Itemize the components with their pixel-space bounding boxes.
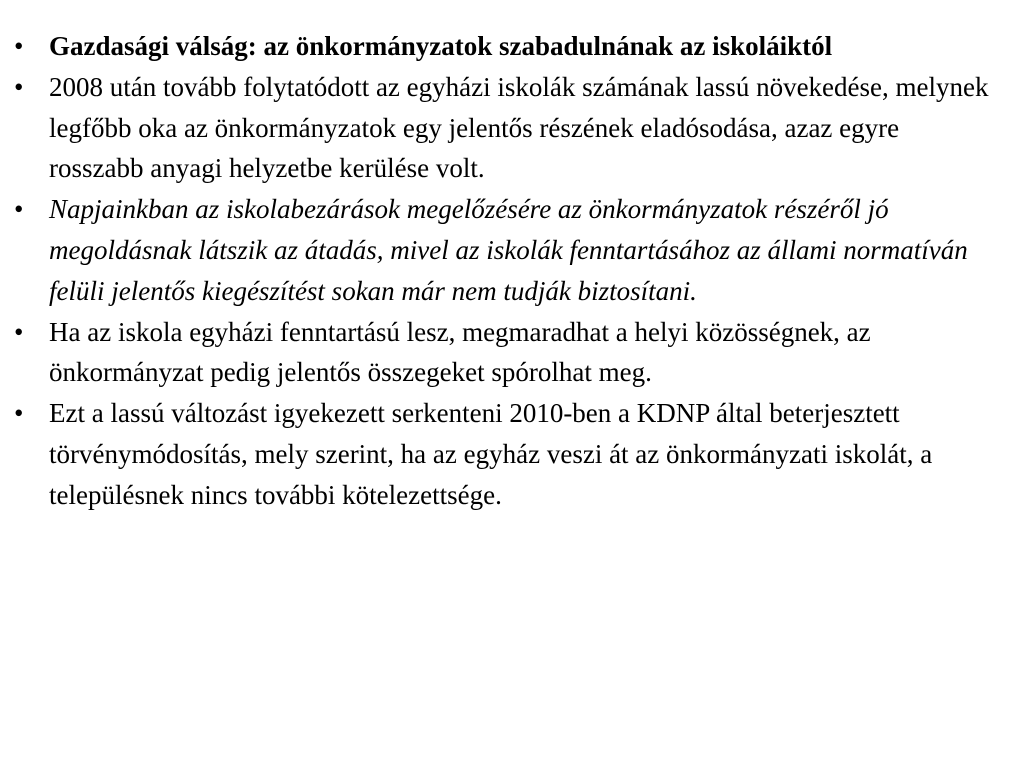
bullet-text: Ha az iskola egyházi fenntartású lesz, megmaradhat a helyi közösségnek, az önkormányzat pedig jelentős összegeket spórolhat meg. bbox=[49, 316, 871, 388]
bullet-icon: • bbox=[14, 316, 24, 347]
bullet-text: Ezt a lassú változást igyekezett serkenteni 2010-ben a KDNP által beterjesztett törvénymódosítás, mely szerint, ha az egyház veszi át az önkormányzati iskolát, a településnek nincs további kötelezettsége. bbox=[49, 398, 933, 510]
bullet-item-church-school bbox=[14, 312, 1000, 394]
bullet-text: Napjainkban az iskolabezárások megelőzésére az önkormányzatok részéről jó megoldásnak látszik az átadás, mivel az iskolák fenntartásához az állami normatíván felüli jelentős kiegészítést sokan már nem tudják biztosítani. bbox=[49, 194, 968, 306]
bullet-text: 2008 után tovább folytatódott az egyházi iskolák számának lassú növekedése, melynek legfőbb oka az önkormányzatok egy jelentős részének eladósodása, azaz egyre rosszabb anyagi helyzetbe kerülése volt. bbox=[49, 71, 989, 184]
bullet-icon: • bbox=[14, 398, 24, 429]
bullet-text: Gazdasági válság: az önkormányzatok szabadulnának az iskoláiktól bbox=[49, 31, 833, 61]
bullet-list bbox=[14, 26, 1000, 516]
bullet-icon: • bbox=[14, 31, 24, 61]
bullet-icon: • bbox=[14, 71, 24, 102]
bullet-item-2008 bbox=[14, 67, 1000, 189]
bullet-item-economic-crisis bbox=[14, 26, 1000, 67]
bullet-item-nowadays bbox=[14, 189, 1000, 311]
bullet-icon: • bbox=[14, 194, 24, 225]
bullet-item-kdnp-2010 bbox=[14, 393, 1000, 515]
